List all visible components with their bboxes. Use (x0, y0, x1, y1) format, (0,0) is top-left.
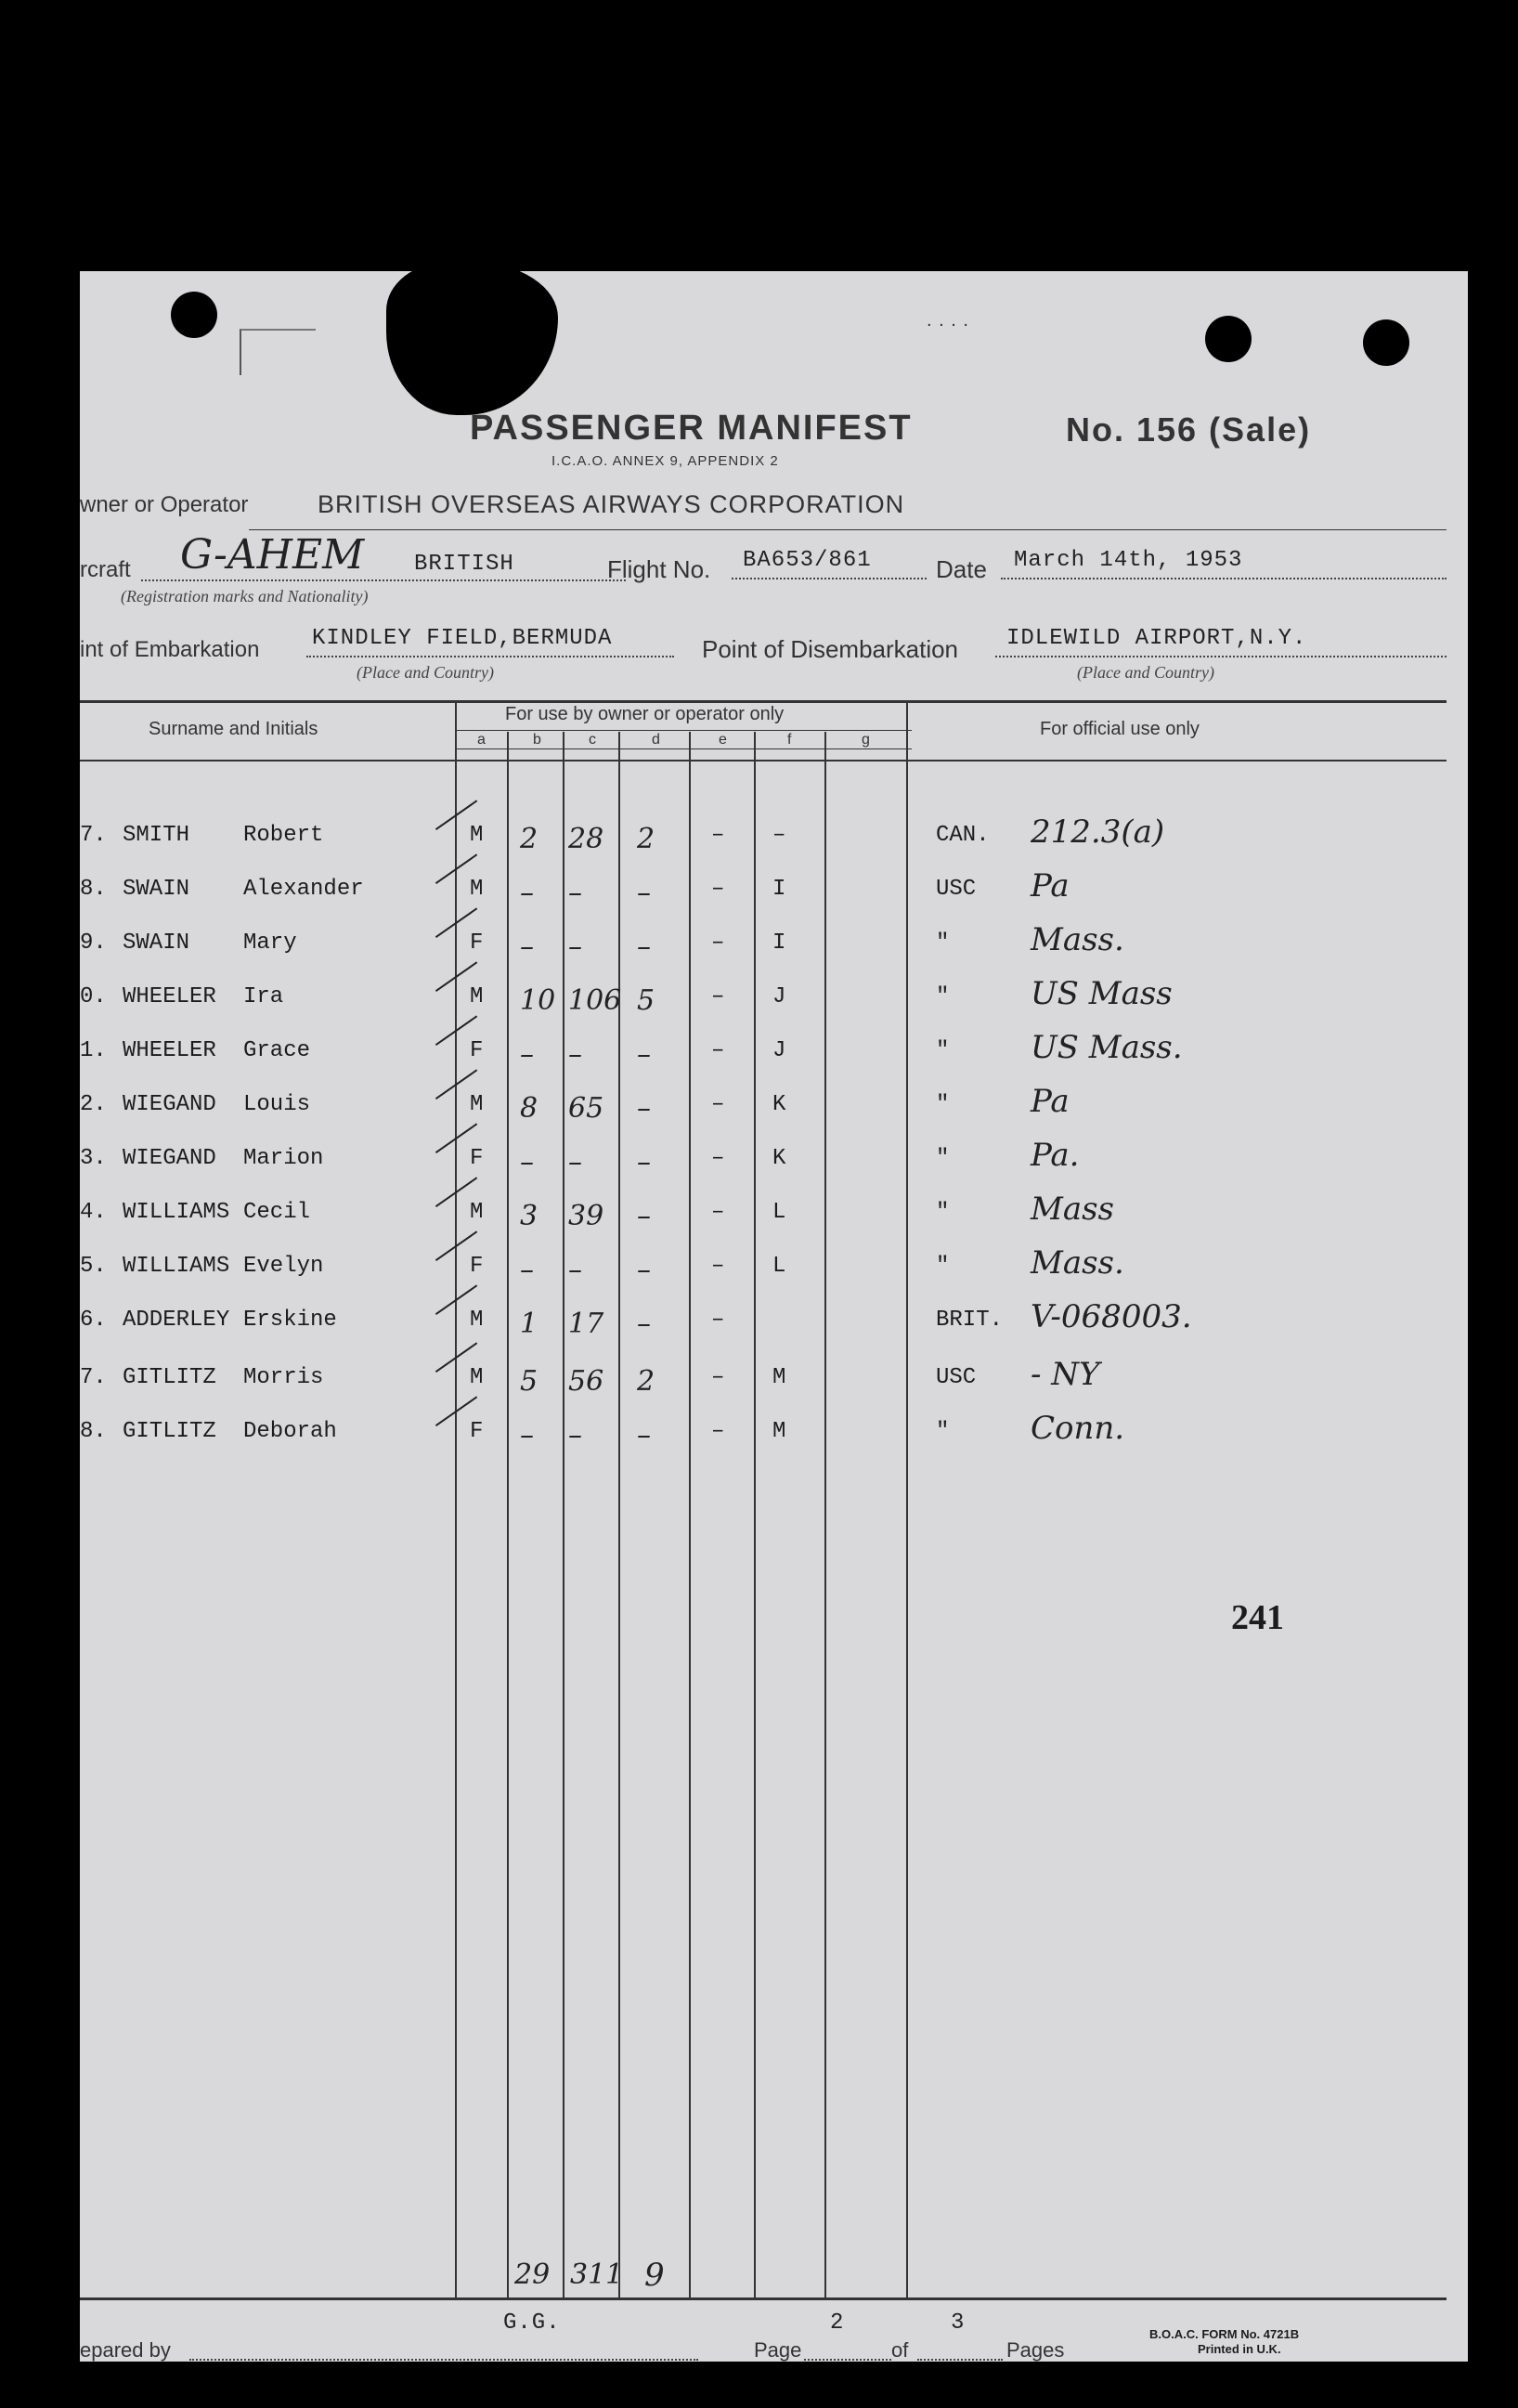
official-note: V-068003. (1031, 1298, 1192, 1335)
row-number: 9. (80, 931, 107, 956)
col-d-cell: 2 (637, 823, 655, 855)
passenger-given-name: Evelyn (243, 1254, 324, 1279)
col-b-cell: 3 (520, 1200, 538, 1232)
aircraft-caption: (Registration marks and Nationality) (121, 587, 369, 605)
row-number: 3. (80, 1146, 107, 1171)
col-e-cell: – (711, 1419, 725, 1444)
col-d-cell: 5 (637, 984, 655, 1017)
col-d-cell: – (637, 1419, 651, 1451)
col-c-cell: 17 (568, 1308, 604, 1340)
sex-cell: M (470, 823, 484, 848)
passenger-given-name: Grace (243, 1038, 311, 1063)
col-d-header: d (652, 732, 660, 748)
citizenship-typed: " (936, 931, 950, 956)
col-c-cell: – (568, 1146, 582, 1178)
of-label: of (891, 2338, 909, 2362)
sex-cell: F (470, 1038, 484, 1063)
col-f-cell: J (772, 1038, 786, 1063)
citizenship-typed: USC (936, 877, 977, 902)
pages-label: Pages (1006, 2338, 1065, 2362)
manifest-number: No. 156 (Sale) (1066, 410, 1312, 449)
col-e-cell: – (711, 823, 725, 848)
sex-cell: M (470, 877, 484, 902)
row-number: 8. (80, 1419, 107, 1444)
owner-label: wner or Operator (80, 492, 249, 517)
col-b-header: b (533, 732, 541, 748)
embark-dots (306, 656, 674, 657)
col-b-cell: 5 (520, 1365, 538, 1398)
col-d-cell: – (637, 1092, 651, 1125)
sex-cell: M (470, 1308, 484, 1333)
col-f-cell: J (772, 984, 786, 1009)
col-c-cell: – (568, 931, 582, 963)
citizenship-typed: " (936, 1254, 950, 1279)
passenger-surname: ADDERLEY (123, 1308, 230, 1333)
owner-columns-rule (457, 748, 912, 749)
page-stamp: 241 (1231, 1598, 1284, 1637)
official-note: Pa (1031, 1083, 1070, 1120)
col-d-cell: 2 (637, 1365, 655, 1398)
col-e-cell: – (711, 1092, 725, 1117)
passenger-surname: WILLIAMS (123, 1200, 230, 1225)
form-subtitle: I.C.A.O. ANNEX 9, APPENDIX 2 (551, 453, 779, 469)
punch-hole-right-1 (1205, 316, 1252, 362)
col-d-cell: – (637, 1200, 651, 1232)
citizenship-typed: " (936, 1419, 950, 1444)
sex-cell: M (470, 984, 484, 1009)
sex-cell: F (470, 1254, 484, 1279)
col-f-cell: L (772, 1200, 786, 1225)
citizenship-typed: " (936, 1092, 950, 1117)
passenger-given-name: Ira (243, 984, 284, 1009)
table-row (80, 867, 1468, 914)
torn-corner (386, 262, 558, 415)
aircraft-registration: G-AHEM (180, 531, 365, 579)
prepared-by-dots (189, 2359, 698, 2361)
table-row (80, 1137, 1468, 1183)
col-d-cell: – (637, 1308, 651, 1340)
passenger-surname: WIEGAND (123, 1146, 216, 1171)
col-f-cell: M (772, 1365, 786, 1390)
total-c: 311 (570, 2258, 624, 2291)
disembarkation-caption: (Place and Country) (1077, 663, 1214, 682)
passenger-given-name: Alexander (243, 877, 364, 902)
row-number: 7. (80, 823, 107, 848)
col-d-cell: – (637, 1038, 651, 1071)
col-b-cell: – (520, 1038, 534, 1071)
col-e-header: e (719, 732, 727, 748)
col-c-cell: 65 (568, 1092, 604, 1125)
col-f-cell: – (772, 823, 786, 848)
aircraft-dots (141, 579, 626, 581)
col-e-cell: – (711, 1200, 725, 1225)
manifest-sheet (80, 271, 1468, 2362)
col-f-cell: M (772, 1419, 786, 1444)
col-c-cell: 28 (568, 823, 604, 855)
col-a-header: a (477, 732, 486, 748)
of-dots (917, 2359, 1003, 2361)
col-c-cell: – (568, 1038, 582, 1071)
owner-value: BRITISH OVERSEAS AIRWAYS CORPORATION (318, 490, 905, 518)
aircraft-label: rcraft (80, 557, 131, 582)
flight-label: Flight No. (607, 555, 711, 583)
citizenship-typed: BRIT. (936, 1308, 1004, 1333)
passenger-given-name: Morris (243, 1365, 324, 1390)
sex-cell: M (470, 1365, 484, 1390)
row-number: 1. (80, 1038, 107, 1063)
col-f-cell: L (772, 1254, 786, 1279)
col-b-cell: 8 (520, 1092, 538, 1125)
aircraft-nationality: BRITISH (414, 552, 514, 577)
col-d-cell: – (637, 931, 651, 963)
punch-hole-left (171, 292, 217, 338)
col-b-cell: 1 (520, 1308, 538, 1340)
table-row (80, 1410, 1468, 1456)
disembarkation-value: IDLEWILD AIRPORT,N.Y. (1006, 626, 1307, 651)
passenger-surname: WILLIAMS (123, 1254, 230, 1279)
official-note: Pa. (1031, 1137, 1080, 1174)
owner-underline (249, 529, 1447, 530)
table-row (80, 975, 1468, 1022)
col-f-header: f (787, 732, 792, 748)
table-top-rule (80, 700, 1447, 703)
row-number: 5. (80, 1254, 107, 1279)
passenger-surname: GITLITZ (123, 1419, 216, 1444)
official-note: US Mass. (1031, 1029, 1183, 1066)
embarkation-label: int of Embarkation (80, 637, 260, 662)
col-b-cell: – (520, 1254, 534, 1286)
disembark-dots (995, 656, 1447, 657)
footer-initials: G.G. (503, 2310, 561, 2336)
sex-cell: F (470, 931, 484, 956)
passenger-surname: WHEELER (123, 1038, 216, 1063)
col-c-cell: 106 (568, 984, 622, 1017)
page-value: 2 (830, 2310, 845, 2336)
total-d: 9 (644, 2257, 665, 2294)
col-b-cell: – (520, 931, 534, 963)
citizenship-typed: " (936, 1200, 950, 1225)
col-e-cell: – (711, 1146, 725, 1171)
passenger-given-name: Erskine (243, 1308, 337, 1333)
passenger-given-name: Mary (243, 931, 297, 956)
row-number: 4. (80, 1200, 107, 1225)
official-note: US Mass (1031, 975, 1173, 1012)
passenger-surname: WHEELER (123, 984, 216, 1009)
col-c-cell: – (568, 1419, 582, 1451)
col-e-cell: – (711, 1254, 725, 1279)
col-f-cell: K (772, 1146, 786, 1171)
name-column-header: Surname and Initials (149, 719, 318, 739)
passenger-surname: SWAIN (123, 931, 190, 956)
footer-rule (80, 2297, 1447, 2300)
col-c-cell: 56 (568, 1365, 604, 1398)
row-number: 7. (80, 1365, 107, 1390)
col-f-cell: K (772, 1092, 786, 1117)
punch-hole-right-2 (1363, 319, 1409, 366)
table-row (80, 1191, 1468, 1237)
sex-cell: F (470, 1419, 484, 1444)
passenger-given-name: Cecil (243, 1200, 311, 1225)
row-number: 6. (80, 1308, 107, 1333)
col-c-header: c (589, 732, 596, 748)
passenger-given-name: Louis (243, 1092, 311, 1117)
table-row (80, 814, 1468, 860)
col-b-cell: – (520, 1146, 534, 1178)
page-dots (804, 2359, 891, 2361)
date-value: March 14th, 1953 (1014, 548, 1243, 573)
date-label: Date (936, 555, 987, 583)
official-note: 212.3(a) (1031, 814, 1165, 851)
col-c-cell: – (568, 877, 582, 909)
table-row (80, 1029, 1468, 1075)
col-e-cell: – (711, 877, 725, 902)
disembarkation-label: Point of Disembarkation (702, 635, 959, 663)
col-c-cell: – (568, 1254, 582, 1286)
date-dots (1001, 578, 1447, 579)
citizenship-typed: " (936, 984, 950, 1009)
owner-subheader-rule (457, 730, 912, 731)
passenger-surname: SMITH (123, 823, 190, 848)
col-d-cell: – (637, 877, 651, 909)
col-b-cell: 2 (520, 823, 538, 855)
embarkation-caption: (Place and Country) (357, 663, 494, 682)
col-d-cell: – (637, 1254, 651, 1286)
table-row (80, 1298, 1468, 1345)
prepared-by-label: epared by (80, 2338, 171, 2362)
official-note: - NY (1031, 1356, 1100, 1393)
official-note: Mass. (1031, 1244, 1124, 1282)
official-column-header: For official use only (1040, 719, 1200, 739)
passenger-given-name: Robert (243, 823, 324, 848)
form-number: B.O.A.C. FORM No. 4721B (1149, 2327, 1300, 2341)
table-header-rule (80, 760, 1447, 761)
citizenship-typed: " (936, 1146, 950, 1171)
header-dots: . . . . (927, 310, 969, 331)
table-row (80, 1356, 1468, 1402)
of-value: 3 (951, 2310, 966, 2336)
passenger-surname: GITLITZ (123, 1365, 216, 1390)
passenger-surname: SWAIN (123, 877, 190, 902)
col-d-cell: – (637, 1146, 651, 1178)
paper-stub (240, 329, 316, 375)
passenger-given-name: Marion (243, 1146, 324, 1171)
sex-cell: M (470, 1092, 484, 1117)
flight-number: BA653/861 (743, 548, 872, 573)
citizenship-typed: " (936, 1038, 950, 1063)
passenger-surname: WIEGAND (123, 1092, 216, 1117)
col-b-cell: – (520, 877, 534, 909)
total-b: 29 (514, 2258, 551, 2291)
official-note: Conn. (1031, 1410, 1125, 1447)
col-b-cell: – (520, 1419, 534, 1451)
official-note: Mass. (1031, 921, 1124, 958)
owner-column-header: For use by owner or operator only (505, 704, 785, 724)
col-f-cell: I (772, 877, 786, 902)
col-e-cell: – (711, 1365, 725, 1390)
row-number: 2. (80, 1092, 107, 1117)
table-row (80, 921, 1468, 968)
col-e-cell: – (711, 931, 725, 956)
col-g-header: g (862, 732, 870, 748)
official-note: Mass (1031, 1191, 1114, 1228)
col-c-cell: 39 (568, 1200, 604, 1232)
col-e-cell: – (711, 984, 725, 1009)
col-f-cell: I (772, 931, 786, 956)
table-row (80, 1083, 1468, 1129)
form-title: PASSENGER MANIFEST (470, 409, 913, 448)
embarkation-value: KINDLEY FIELD,BERMUDA (312, 626, 613, 651)
sex-cell: M (470, 1200, 484, 1225)
official-note: Pa (1031, 867, 1070, 905)
table-row (80, 1244, 1468, 1291)
row-number: 0. (80, 984, 107, 1009)
passenger-given-name: Deborah (243, 1419, 337, 1444)
col-e-cell: – (711, 1038, 725, 1063)
citizenship-typed: CAN. (936, 823, 990, 848)
citizenship-typed: USC (936, 1365, 977, 1390)
row-number: 8. (80, 877, 107, 902)
page-label: Page (754, 2338, 802, 2362)
col-e-cell: – (711, 1308, 725, 1333)
printed-in: Printed in U.K. (1198, 2342, 1281, 2356)
flight-dots (732, 578, 927, 579)
col-b-cell: 10 (520, 984, 556, 1017)
sex-cell: F (470, 1146, 484, 1171)
